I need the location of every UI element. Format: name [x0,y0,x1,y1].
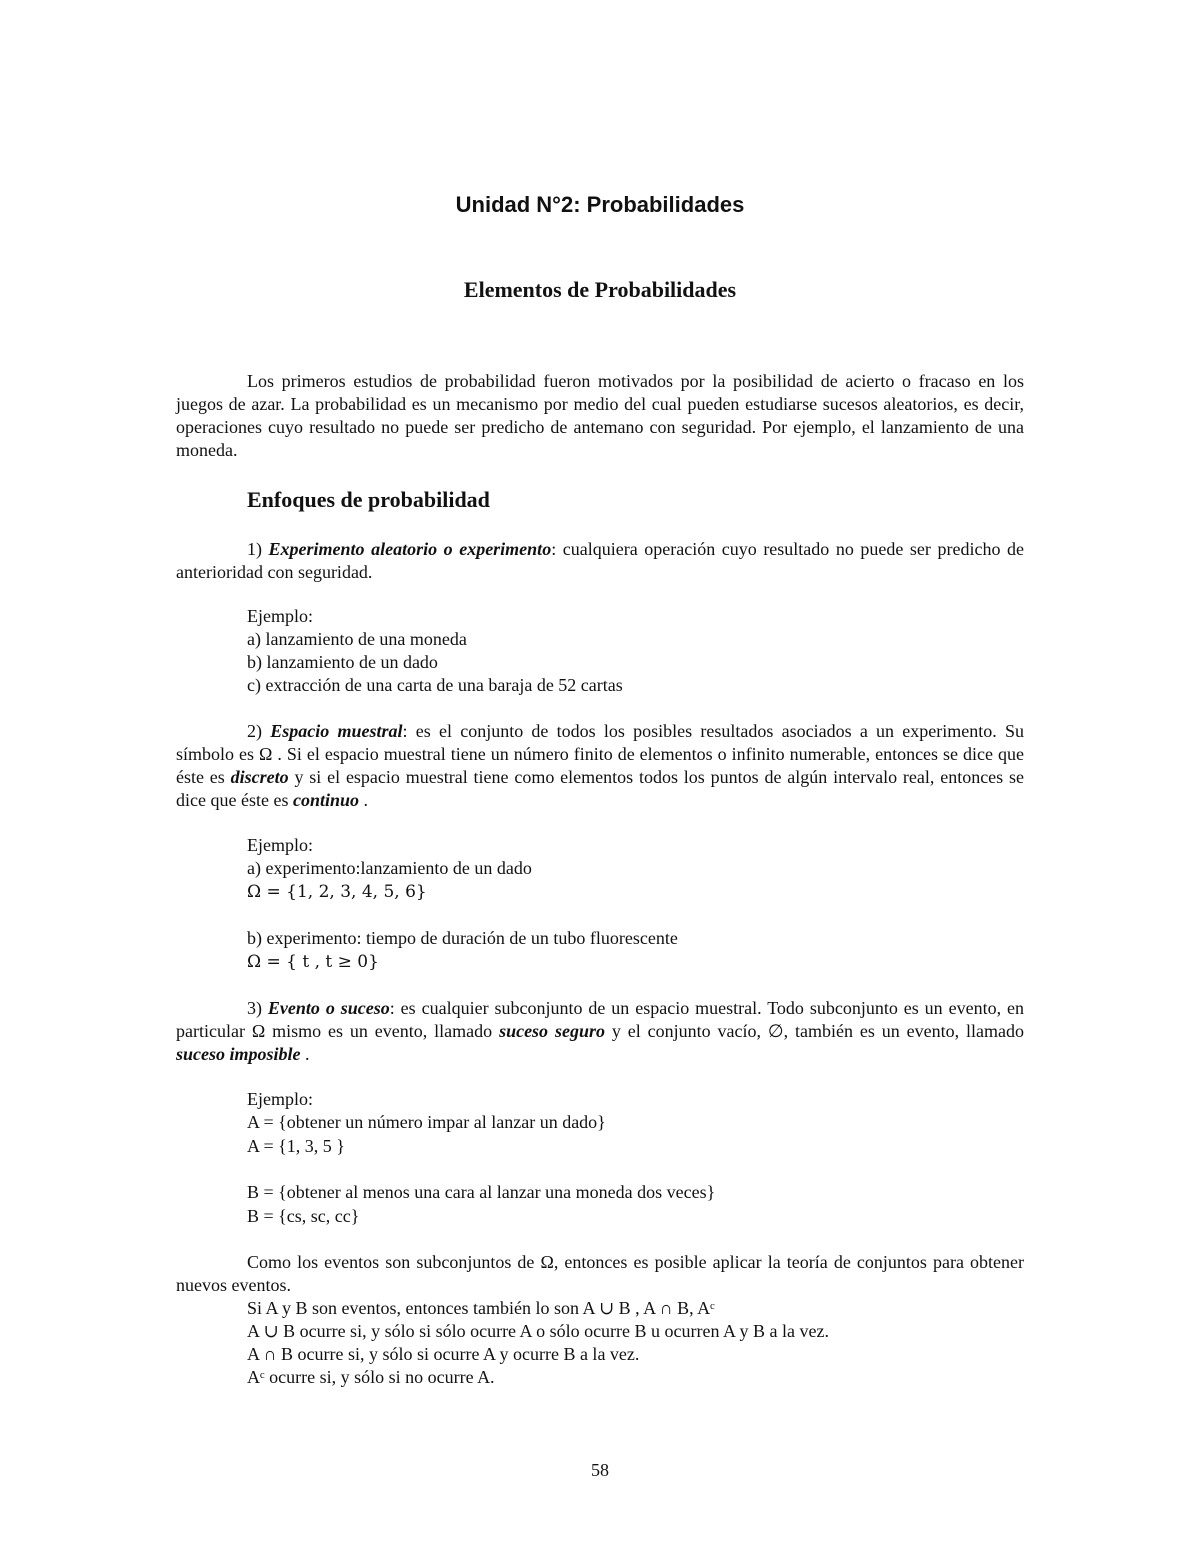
intro-paragraph: Los primeros estudios de probabilidad fueron motivados por la posibilidad de acierto o fracaso en los juegos de azar. La probabilidad es un mecanismo por medio del cual pueden estudiarse sucesos aleatorios, es decir, operaciones cuyo resultado no puede ser predicho de antemano con seguridad. Por ejemplo, el lanzamiento de una moneda. [176,371,1024,460]
set-operation-line: Si A y B son eventos, entonces también lo son A ∪ B , A ∩ B, Aᶜ [247,1298,715,1318]
term-experimento: Experimento aleatorio o experimento [268,539,552,559]
item-number: 2) [247,721,271,741]
term-continuo: continuo [292,790,359,810]
set-operation-line: A ∪ B ocurre si, y sólo si sólo ocurre A o sólo ocurre B u ocurren A y B a la vez. [247,1321,829,1341]
list-item: b) lanzamiento de un dado [247,652,438,672]
definition-text: . [358,790,368,810]
term-suceso-seguro: suceso seguro [499,1021,605,1041]
ejemplo-label: Ejemplo: [247,606,313,626]
formula: Ω = { t , t ≥ 0} [247,952,379,972]
term-evento: Evento o suceso [267,998,390,1018]
page-title: Unidad N°2: Probabilidades [455,192,745,217]
formula: B = {obtener al menos una cara al lanzar una moneda dos veces} [247,1182,716,1202]
formula: Ω = {1, 2, 3, 4, 5, 6} [247,882,427,902]
definition-text: . [300,1044,310,1064]
section-heading: Enfoques de probabilidad [247,487,490,512]
list-item: c) extracción de una carta de una baraja de 52 cartas [247,675,623,695]
definition-text: y el conjunto vacío, ∅, también es un evento, llamado [604,1021,1024,1041]
set-operation-line: Aᶜ ocurre si, y sólo si no ocurre A. [247,1367,495,1387]
term-suceso-imposible: suceso imposible [176,1044,301,1064]
set-operation-line: A ∩ B ocurre si, y sólo si ocurre A y ocurre B a la vez. [247,1344,640,1364]
definition-espacio-muestral [176,720,1024,812]
formula: A = {1, 3, 5 } [247,1136,345,1156]
section-subtitle: Elementos de Probabilidades [463,277,737,302]
term-discreto: discreto [230,767,289,787]
term-espacio-muestral: Espacio muestral [270,721,403,741]
formula: A = {obtener un número impar al lanzar un dado} [247,1112,606,1132]
definition-experimento [176,538,1024,584]
definition-text: : es el conjunto de todos los posibles resultados asociados a un experimento. Su símbolo es Ω . Si el espacio muestral tiene un número finito de elementos o infinito numerable, entonces se dice que éste es [176,721,1025,787]
definition-text: : cualquiera operación cuyo resultado no puede ser predicho de anterioridad con seguridad. [176,539,1024,582]
item-number: 1) [247,539,269,559]
ejemplo-label: Ejemplo: [247,1089,313,1109]
list-item: a) lanzamiento de una moneda [247,629,467,649]
example-line: b) experimento: tiempo de duración de un tubo fluorescente [247,928,678,948]
ejemplo-label: Ejemplo: [247,835,313,855]
item-number: 3) [247,998,268,1018]
definition-evento [176,997,1024,1066]
conclusion-paragraph: Como los eventos son subconjuntos de Ω, entonces es posible aplicar la teoría de conjuntos para obtener nuevos eventos. [176,1252,1024,1295]
formula: B = {cs, sc, cc} [247,1206,360,1226]
definition-text: : es cualquier subconjunto de un espacio muestral. Todo subconjunto es un evento, en particular Ω mismo es un evento, llamado [176,998,1024,1041]
definition-text: y si el espacio muestral tiene como elementos todos los puntos de algún intervalo real, entonces se dice que éste es [176,767,1025,810]
example-line: a) experimento:lanzamiento de un dado [247,858,532,878]
page-number: 58 [591,1460,609,1480]
